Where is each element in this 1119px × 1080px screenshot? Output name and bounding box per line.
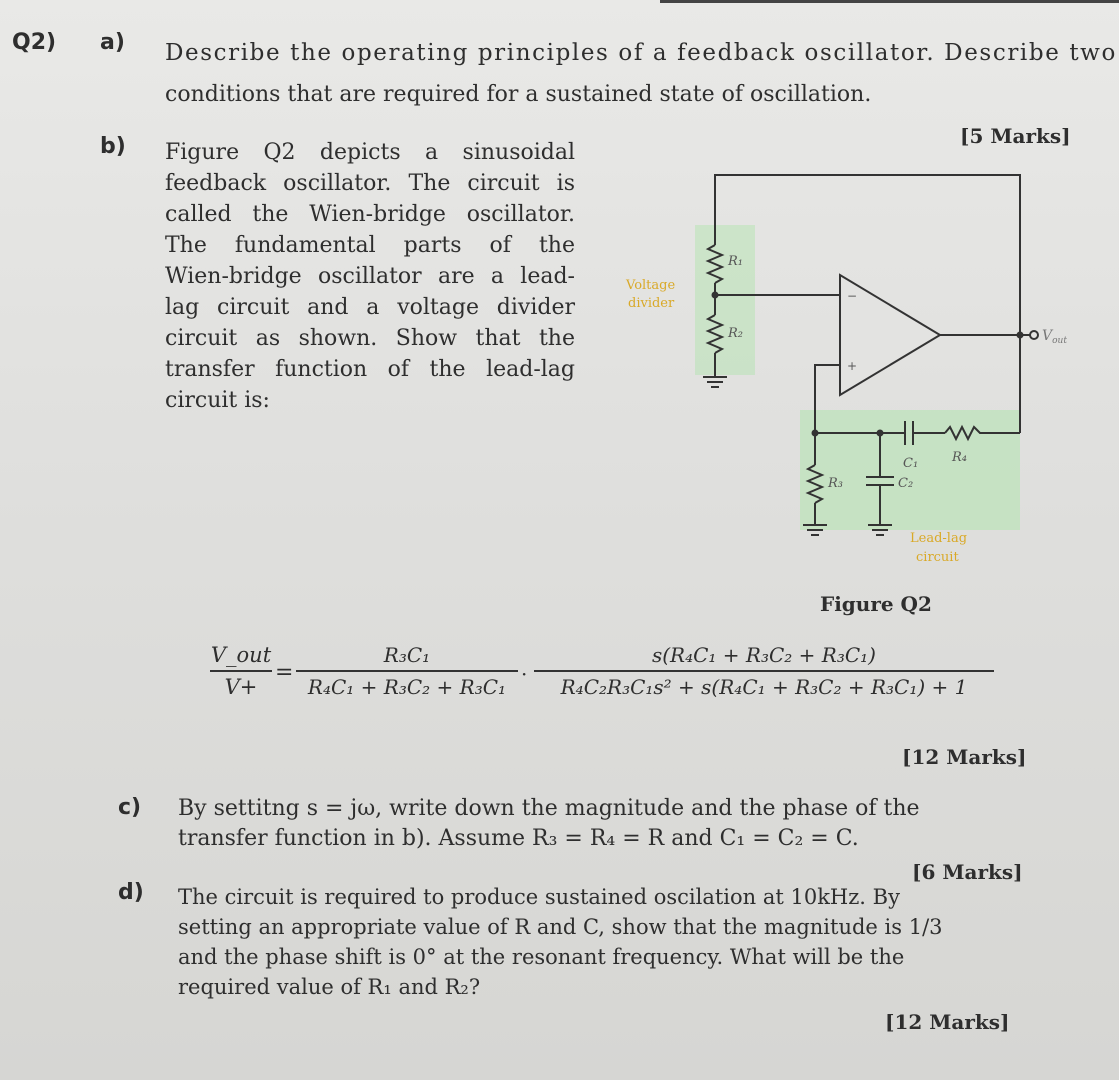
part-d-line: setting an appropriate value of R and C, show that the magnitude is 1/3 <box>178 915 943 939</box>
eq-f1-denominator: R₄C₁ + R₃C₂ + R₃C₁ <box>307 675 507 699</box>
part-b-label: b) <box>100 134 126 159</box>
part-b-line: circuit as shown. Show that the <box>165 326 575 351</box>
part-d-line: The circuit is required to produce sustained oscilation at 10kHz. By <box>178 885 900 909</box>
voltage-divider-highlight <box>695 225 755 375</box>
part-a-line2: conditions that are required for a sustained state of oscillation. <box>165 82 872 107</box>
r3-label: R₃ <box>828 476 843 491</box>
part-c-marks: [6 Marks] <box>912 860 1023 884</box>
figure-caption: Figure Q2 <box>820 592 932 616</box>
eq-f2-numerator: s(R₄C₁ + R₃C₂ + R₃C₁) <box>651 643 876 667</box>
part-c-line1: By settitng s = jω, write down the magnitude and the phase of the <box>178 796 920 821</box>
part-b-line: called the Wien-bridge oscillator. <box>165 202 575 227</box>
part-d-line: and the phase shift is 0° at the resonant frequency. What will be the <box>178 945 905 969</box>
top-rule <box>660 0 1119 3</box>
voltage-divider-label-2: divider <box>628 296 675 311</box>
vout-label-main: V <box>1042 328 1053 344</box>
eq-f2-denominator: R₄C₂R₃C₁s² + s(R₄C₁ + R₃C₂ + R₃C₁) + 1 <box>560 675 968 699</box>
part-b-line: The fundamental parts of the <box>165 233 575 258</box>
part-a-line1: Describe the operating principles of a feedback oscillator. Describe two <box>165 40 1117 66</box>
question-label: Q2) <box>12 30 57 55</box>
minus-label: − <box>847 289 858 303</box>
part-a-label: a) <box>100 30 125 55</box>
eq-lhs-denominator: V+ <box>224 675 258 699</box>
plus-label: + <box>847 359 858 373</box>
wien-bridge-circuit <box>600 165 1100 585</box>
part-d-paragraph <box>178 882 943 1002</box>
r4-label: R₄ <box>952 450 967 465</box>
eq-f2-bar <box>534 670 994 672</box>
eq-equals: = <box>275 660 294 685</box>
part-b-line: lag circuit and a voltage divider <box>165 295 575 320</box>
part-c-label: c) <box>118 795 142 820</box>
part-d-marks: [12 Marks] <box>885 1010 1010 1034</box>
part-a-marks: [5 Marks] <box>960 124 1071 148</box>
part-b-line: feedback oscillator. The circuit is <box>165 171 575 196</box>
part-b-line: circuit is: <box>165 388 270 413</box>
eq-f1-numerator: R₃C₁ <box>383 643 431 667</box>
part-b-line: Figure Q2 depicts a sinusoidal <box>165 140 575 165</box>
eq-lhs-bar <box>210 670 272 672</box>
voltage-divider-label-1: Voltage <box>626 278 676 293</box>
c1-label: C₁ <box>903 456 919 471</box>
eq-fraction-1 <box>296 643 518 699</box>
vout-label-sub: out <box>1052 336 1067 346</box>
eq-lhs <box>210 643 272 699</box>
c2-label: C₂ <box>898 476 914 491</box>
eq-lhs-numerator: V_out <box>210 643 272 667</box>
eq-f1-bar <box>296 670 518 672</box>
eq-dot: · <box>521 662 528 686</box>
vout-label <box>1042 328 1067 346</box>
lead-lag-label-2: circuit <box>916 550 959 565</box>
part-d-label: d) <box>118 880 144 905</box>
part-b-paragraph <box>165 137 575 416</box>
part-b-line: Wien-bridge oscillator are a lead- <box>165 264 575 289</box>
r1-label: R₁ <box>728 254 743 269</box>
r2-label: R₂ <box>728 326 743 341</box>
part-b-marks: [12 Marks] <box>902 745 1027 769</box>
part-c-line2: transfer function in b). Assume R₃ = R₄ = R and C₁ = C₂ = C. <box>178 826 859 851</box>
lead-lag-label-1: Lead-lag <box>910 531 968 546</box>
part-b-line: transfer function of the lead-lag <box>165 357 575 382</box>
eq-fraction-2 <box>534 643 994 699</box>
part-d-line: required value of R₁ and R₂? <box>178 975 481 999</box>
